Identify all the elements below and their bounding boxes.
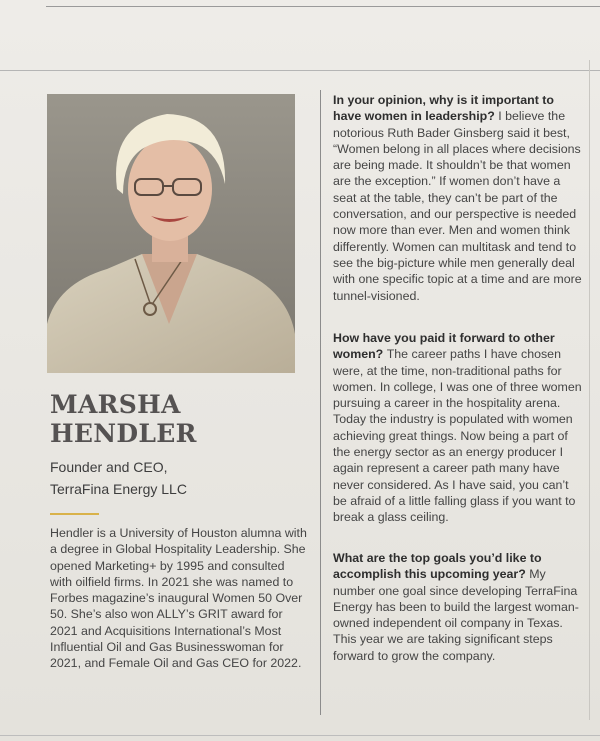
bio-paragraph: Hendler is a University of Houston alumna with a degree in Global Hospitality Leadership. She opened Marketing+ by 1995 and consulted with oilfield firms. In 2021 she was named to Forbes magazine’s inaugural Women 50 Over 50. She’s also won ALLY’s GRIT award for 2021 and Acquisitions International’s Most Influential Oil and Gas Businesswoman for 2021, and Female Oil and Gas CEO for 2022. xyxy=(50,526,307,671)
portrait-photo xyxy=(47,94,295,373)
question-2: How have you paid it forward to other women? xyxy=(333,331,555,362)
profile-name xyxy=(50,390,310,448)
answer-1: I believe the notorious Ruth Bader Ginsberg said it best, “Women belong in all places where decisions are being made. It shouldn’t be that women are the exception.” If women don’t have a seat at the table, they can’t be part of the conversation, and our perspective is needed now more than ever. Men and women think differently. Women can multitask and tend to see the big-picture while men generally deal with one specific topic at a time and are more tunnel-visioned. xyxy=(333,109,582,303)
top-rule xyxy=(46,6,600,7)
question-3: What are the top goals you’d like to accomplish this upcoming year? xyxy=(333,551,542,582)
qa-block-1 xyxy=(333,92,583,304)
answer-2: The career paths I have chosen were, at the time, non-traditional paths for women. In college, I was one of three women pursuing a career in the hospitality arena. Today the industry is populated with women achieving great things. Now being a part of the energy sector as an energy producer I again represent a career path many have never considered. As I have said, you can’t be afraid of a little falling glass if you want to break a glass ceiling. xyxy=(333,347,582,525)
answer-3: My number one goal since developing TerraFina Energy has been to build the largest woman-owned independent oil company in Texas. This year we are taking significant steps forward to grow the company. xyxy=(333,567,579,663)
company-name: TerraFina Energy LLC xyxy=(50,481,187,497)
accent-divider xyxy=(50,513,99,515)
job-title: Founder and CEO, xyxy=(50,459,168,475)
name-first: MARSHA xyxy=(50,390,181,419)
page-edge-rule xyxy=(589,60,590,720)
bottom-rule xyxy=(0,735,600,736)
qa-block-3 xyxy=(333,550,583,664)
question-1: In your opinion, why is it important to have women in leadership? xyxy=(333,93,554,124)
portrait-illustration xyxy=(47,94,295,373)
header-rule xyxy=(0,70,600,71)
qa-block-2 xyxy=(333,330,583,526)
name-last: HENDLER xyxy=(50,419,197,448)
column-divider xyxy=(320,90,321,715)
